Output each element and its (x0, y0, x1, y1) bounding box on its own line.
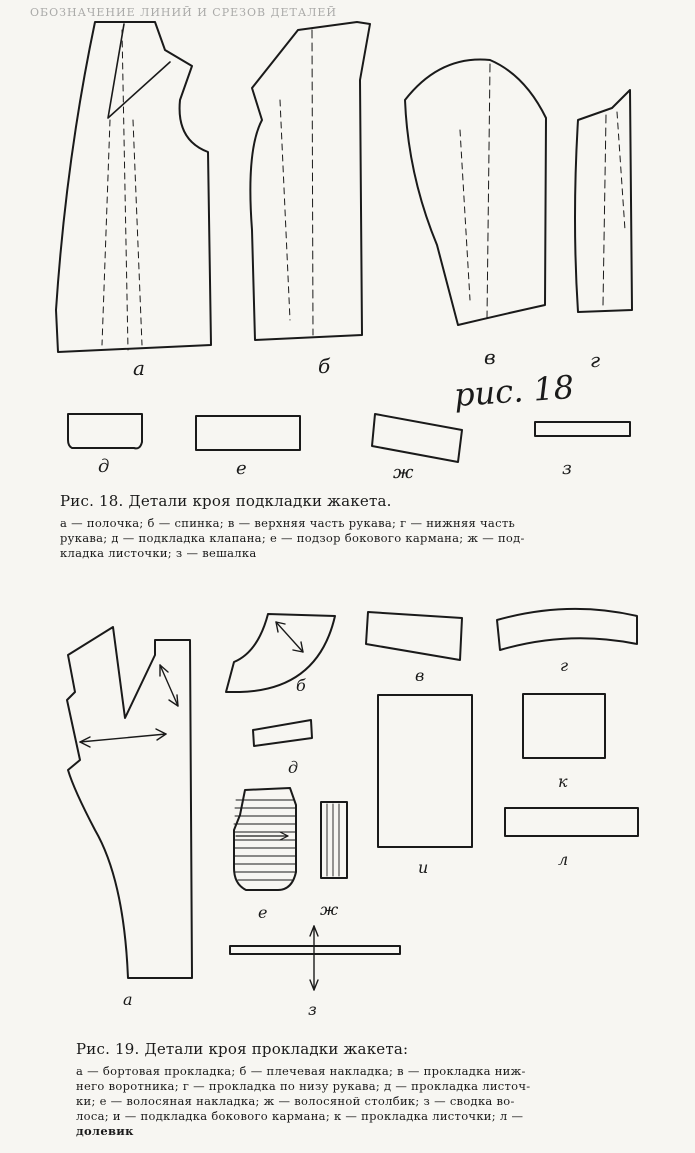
fig19-straight-tape-piece (505, 808, 638, 836)
fig19-hair-column-piece (321, 802, 347, 878)
fig19-label-z: з (308, 1000, 317, 1019)
fig18-label-zh: ж (393, 462, 414, 483)
fig18-label-z: з (562, 458, 572, 479)
fig19-hair-binding-piece (230, 926, 400, 990)
bleed-through-text: ОБОЗНАЧЕНИЕ ЛИНИЙ И СРЕЗОВ ДЕТАЛЕЙ (30, 6, 338, 19)
fig19-label-a: а (123, 990, 133, 1009)
fig18-front-piece (56, 22, 211, 352)
fig18-label-a: а (133, 356, 145, 380)
fig19-shoulder-pad-piece (226, 614, 335, 692)
fig19-front-interlining-piece (67, 627, 192, 978)
fig19-legend-line-2: него воротника; г — прокладка по низу рукава; д — прокладка листоч- (76, 1079, 531, 1093)
fig18-hanger-piece (535, 422, 630, 436)
fig18-welt-lining-piece (372, 414, 462, 462)
fig18-label-d: д (98, 456, 110, 477)
fig19-label-zh: ж (320, 900, 339, 919)
fig18-handwritten-note: рис. 18 (452, 367, 576, 415)
fig18-caption-title: Рис. 18. Детали кроя подкладки жакета. (60, 492, 392, 510)
fig19-caption-title: Рис. 19. Детали кроя прокладки жакета: (76, 1040, 409, 1058)
fig19-label-d: д (288, 758, 299, 777)
fig19-undercollar-interlining-piece (366, 612, 462, 660)
fig19-label-l: л (558, 850, 569, 869)
fig18-label-b: б (318, 354, 331, 378)
fig19-legend-line-5: долевик (76, 1124, 134, 1138)
fig18-under-sleeve-piece (575, 90, 632, 312)
fig19-label-i: и (418, 858, 429, 877)
fig19-sleeve-hem-interlining-piece (497, 609, 637, 650)
fig18-top-sleeve-piece (405, 60, 546, 326)
fig19-welt-square-piece (523, 694, 605, 758)
fig19-hair-canvas-pad-piece (234, 788, 296, 890)
fig19-label-e: е (258, 903, 268, 922)
fig18-flap-lining-piece (68, 414, 142, 448)
fig18-label-e: е (236, 458, 247, 479)
fig18-label-v: в (484, 345, 496, 369)
fig19-label-k: к (558, 772, 568, 791)
fig19-label-b: б (296, 676, 306, 695)
fig18-legend-line-1: а — полочка; б — спинка; в — верхняя часть рукава; г — нижняя часть (60, 516, 516, 530)
fig19-legend-line-3: ки; е — волосяная накладка; ж — волосяной столбик; з — сводка во- (76, 1094, 515, 1108)
fig18-label-g: г (590, 348, 601, 372)
fig19-legend-line-4: лоса; и — подкладка бокового кармана; к — прокладка листочки; л — (76, 1109, 524, 1123)
fig18-legend-line-3: кладка листочки; з — вешалка (60, 546, 257, 560)
fig19-label-g: г (560, 656, 569, 675)
fig19-label-v: в (415, 666, 425, 685)
fig19-welt-interlining-piece (253, 720, 312, 746)
fig18-legend-line-2: рукава; д — подкладка клапана; е — подзор бокового кармана; ж — под- (60, 531, 525, 545)
fig19-caption-legend (76, 1064, 676, 1139)
fig18-pocket-facing-piece (196, 416, 300, 450)
fig18-back-piece (250, 22, 370, 340)
fig19-pocket-lining-piece (378, 695, 472, 847)
fig19-legend-line-1: а — бортовая прокладка; б — плечевая накладка; в — прокладка ниж- (76, 1064, 526, 1078)
fig18-caption-legend (60, 516, 660, 561)
